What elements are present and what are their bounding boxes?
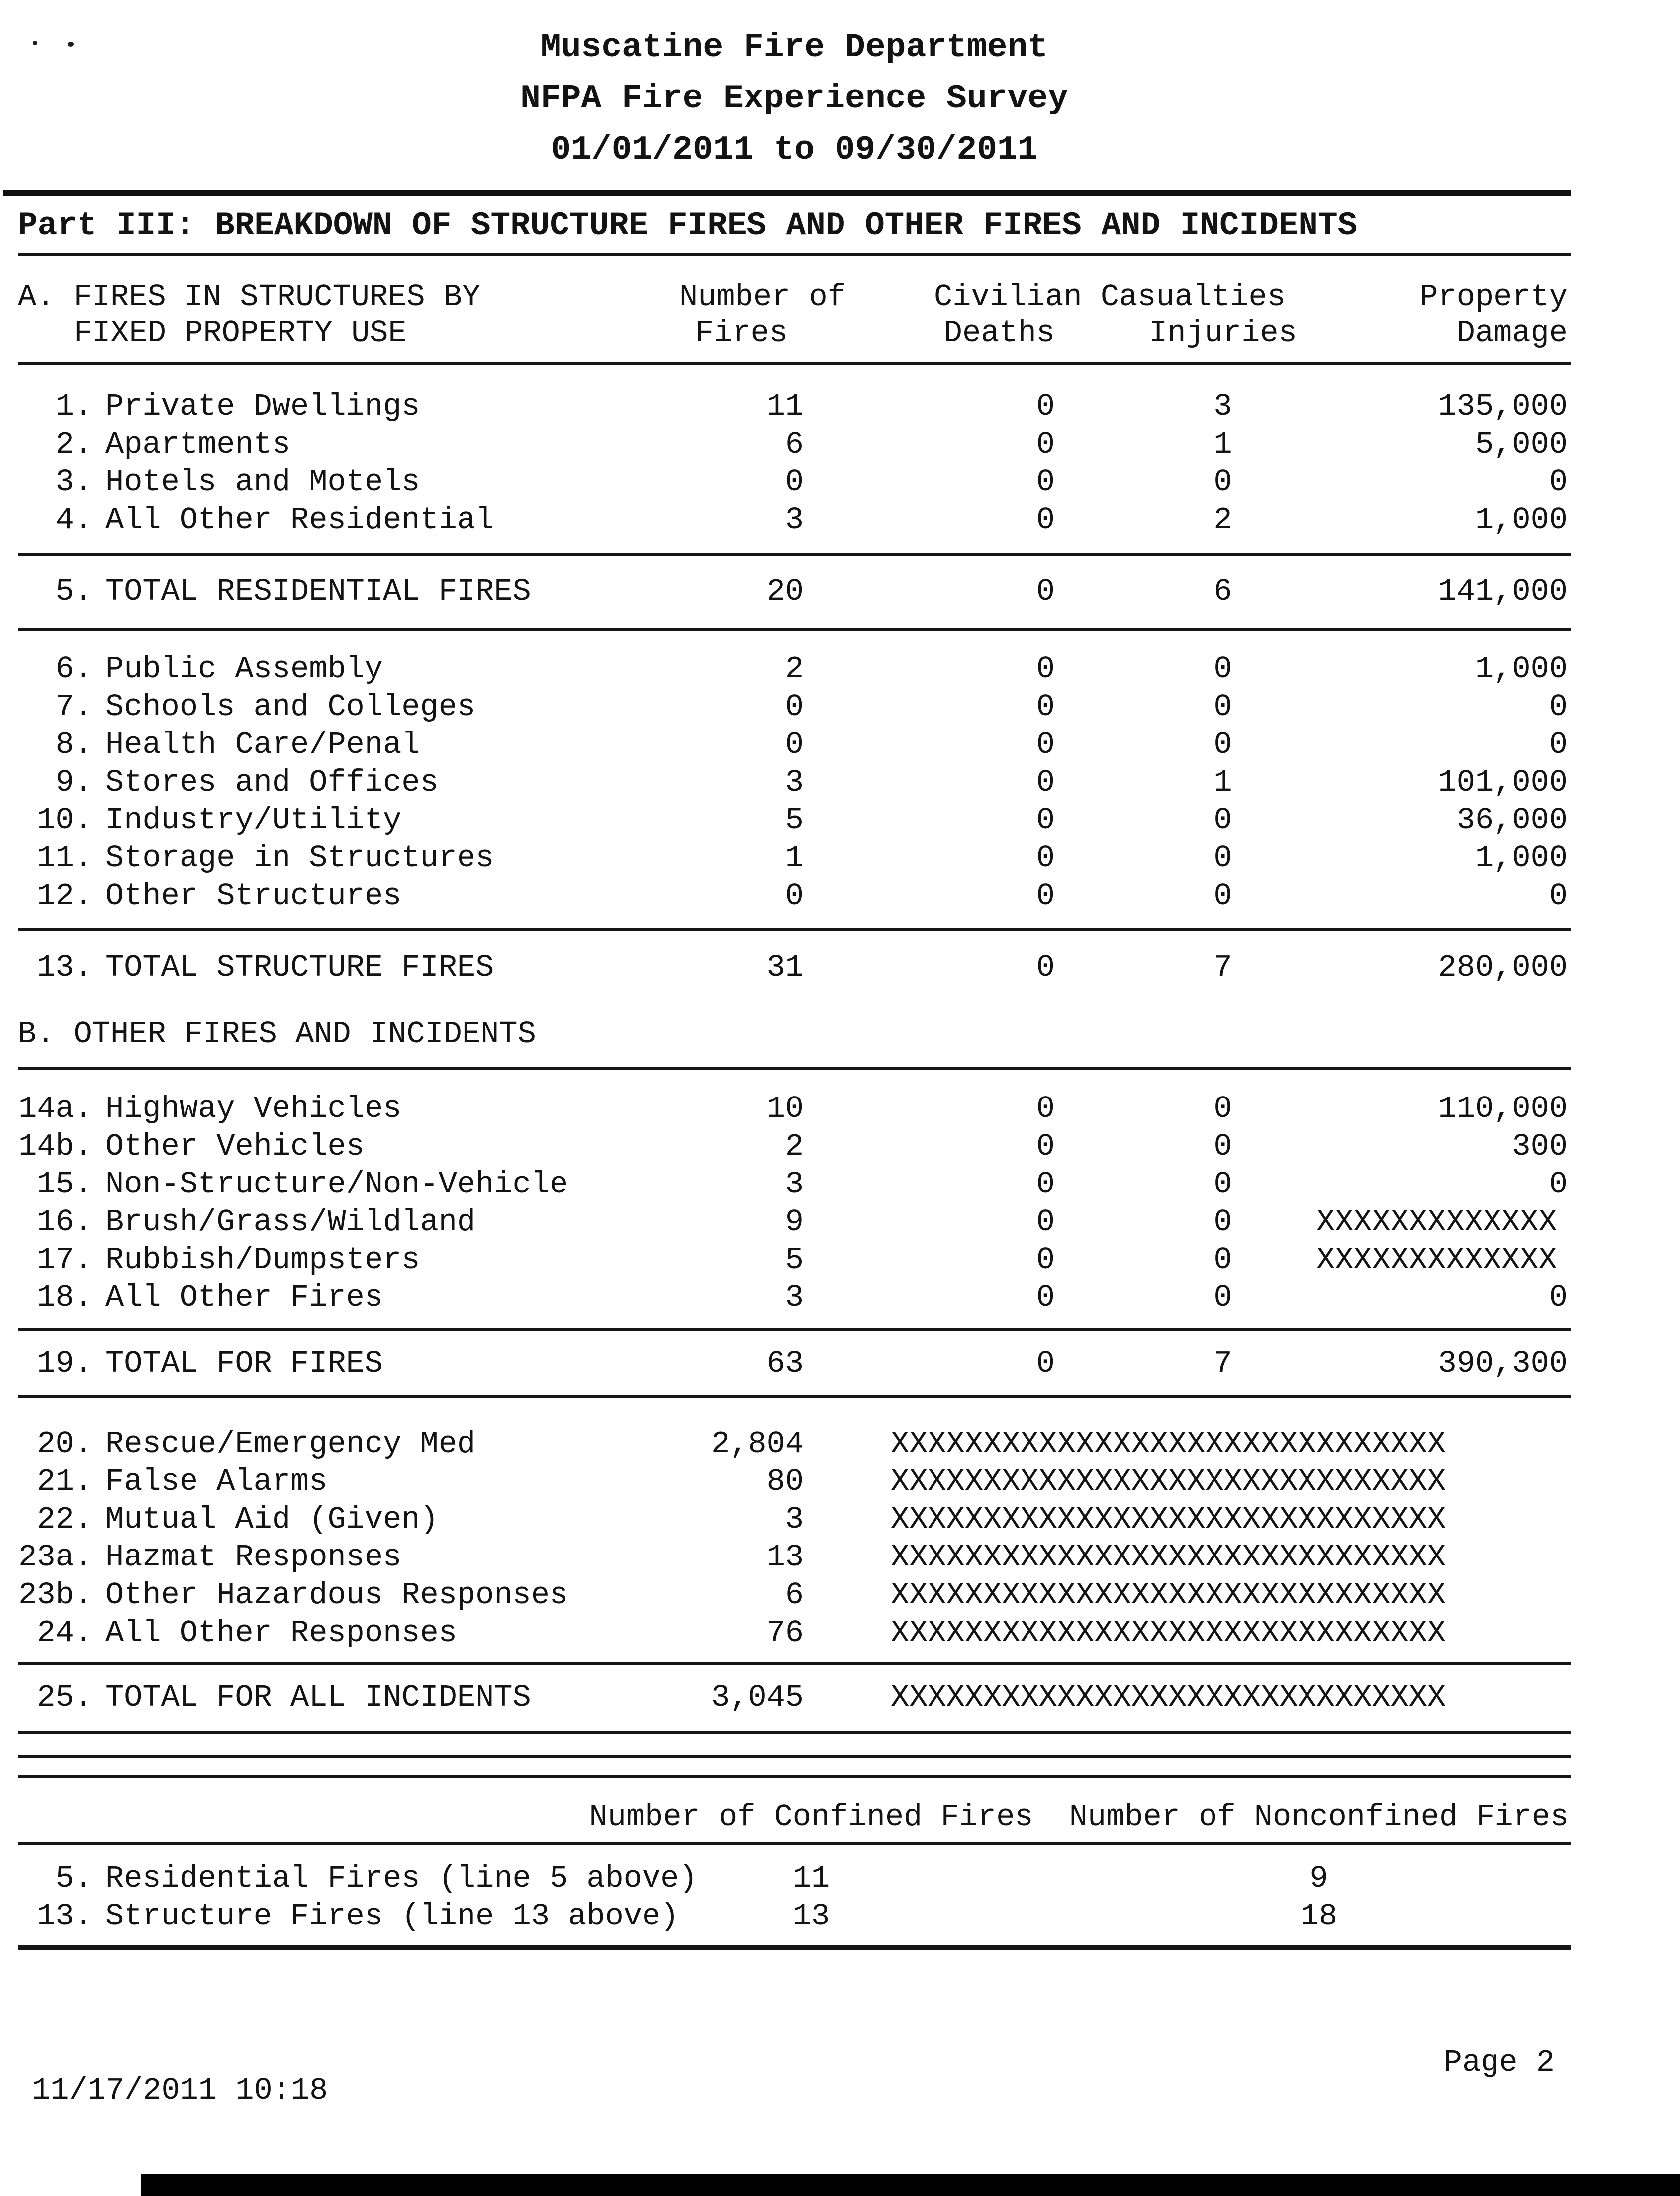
- row-number: 23a.: [18, 1540, 93, 1575]
- cell-number-of-fires: 3: [785, 765, 804, 800]
- cell-property-damage: 0: [1549, 1280, 1568, 1315]
- row-label: Structure Fires (line 13 above): [105, 1899, 679, 1934]
- column-header-confined-fires: Number of Confined Fires: [589, 1799, 1033, 1834]
- cell-property-damage: 1,000: [1475, 840, 1568, 876]
- cell-civilian-injuries: 0: [1213, 1091, 1232, 1126]
- part-iii-heading: Part III: BREAKDOWN OF STRUCTURE FIRES AND OTHER FIRES AND INCIDENTS: [18, 207, 1358, 244]
- table-row: [18, 1128, 1571, 1166]
- report-header: [18, 22, 1571, 176]
- row-label: TOTAL FOR ALL INCIDENTS: [105, 1680, 531, 1715]
- cell-number-of-fires: 31: [766, 950, 804, 985]
- row-label: Rubbish/Dumpsters: [105, 1242, 420, 1278]
- report-date-range: 01/01/2011 to 09/30/2011: [551, 131, 1038, 169]
- cell-property-damage: 0: [1549, 689, 1568, 725]
- cell-civilian-injuries: 0: [1213, 464, 1232, 500]
- confined-table-header-row: [18, 1798, 1571, 1836]
- cell-incident-count: 2,804: [711, 1426, 804, 1462]
- row-label: Hotels and Motels: [105, 464, 420, 500]
- table-row: [18, 388, 1571, 426]
- row-number: 24.: [37, 1615, 93, 1650]
- cell-nonconfined-fires: 9: [1309, 1861, 1328, 1896]
- section-b-fire-rows: [18, 1090, 1571, 1317]
- cell-civilian-deaths: 0: [1036, 574, 1055, 609]
- cell-civilian-injuries: 0: [1213, 840, 1232, 876]
- cell-civilian-deaths: 0: [1036, 765, 1055, 800]
- column-header-number-of-fires: Number of Fires: [679, 279, 846, 351]
- cell-civilian-injuries: 0: [1213, 727, 1232, 762]
- cell-number-of-fires: 5: [785, 1242, 804, 1278]
- cell-property-damage-masked: XXXXXXXXXXXXX: [1316, 1242, 1557, 1278]
- table-row: [18, 1898, 1571, 1935]
- row-number: 1.: [55, 389, 93, 424]
- print-timestamp: 11/17/2011 10:18: [32, 2073, 328, 2108]
- cell-civilian-deaths: 0: [1036, 1091, 1055, 1126]
- table-row: [18, 1090, 1571, 1128]
- row-label: Industry/Utility: [105, 803, 402, 838]
- table-row: [18, 1425, 1571, 1463]
- row-label: TOTAL FOR FIRES: [105, 1346, 383, 1381]
- row-number: 22.: [37, 1502, 93, 1537]
- cell-number-of-fires: 1: [785, 840, 804, 876]
- cell-civilian-deaths: 0: [1036, 1346, 1055, 1381]
- cell-property-damage: 0: [1549, 464, 1568, 500]
- cell-civilian-deaths: 0: [1036, 727, 1055, 762]
- cell-incident-count: 6: [785, 1577, 804, 1613]
- cell-number-of-fires: 0: [785, 727, 804, 762]
- row-number: 14a.: [18, 1091, 93, 1126]
- table-row: [18, 802, 1571, 839]
- table-row: [18, 1576, 1571, 1614]
- row-label: All Other Residential: [105, 502, 494, 538]
- row-number: 13.: [37, 1899, 93, 1934]
- cell-property-damage: 0: [1549, 727, 1568, 762]
- row-label: TOTAL STRUCTURE FIRES: [105, 950, 494, 985]
- cell-number-of-fires: 3: [785, 1167, 804, 1202]
- table-row: [18, 1279, 1571, 1317]
- column-header-injuries: Injuries: [1149, 315, 1297, 351]
- cell-civilian-deaths: 0: [1036, 1280, 1055, 1315]
- cell-civilian-deaths: 0: [1036, 389, 1055, 424]
- total-row-fires: [18, 1345, 1571, 1382]
- cell-confined-fires: 13: [792, 1899, 830, 1934]
- scan-speck: [68, 42, 74, 47]
- cell-property-damage: 101,000: [1438, 765, 1568, 800]
- cell-civilian-injuries: 7: [1213, 1346, 1232, 1381]
- cell-not-applicable-mask: XXXXXXXXXXXXXXXXXXXXXXXXXXXXXX: [891, 1426, 1446, 1462]
- cell-civilian-deaths: 0: [1036, 1204, 1055, 1240]
- document-title: Muscatine Fire Department: [540, 28, 1048, 67]
- cell-not-applicable-mask: XXXXXXXXXXXXXXXXXXXXXXXXXXXXXX: [891, 1540, 1446, 1575]
- cell-not-applicable-mask: XXXXXXXXXXXXXXXXXXXXXXXXXXXXXX: [891, 1680, 1446, 1715]
- cell-number-of-fires: 2: [785, 1129, 804, 1164]
- row-number: 5.: [55, 1861, 93, 1896]
- row-label: False Alarms: [105, 1464, 328, 1499]
- table-row: [18, 764, 1571, 802]
- table-row: [18, 501, 1571, 539]
- table-row: [18, 1501, 1571, 1539]
- column-header-nonconfined-fires: Number of Nonconfined Fires: [1069, 1799, 1569, 1834]
- row-label: Stores and Offices: [105, 765, 439, 800]
- cell-property-damage: 280,000: [1438, 950, 1568, 985]
- row-label: Rescue/Emergency Med: [105, 1426, 476, 1462]
- row-label: All Other Fires: [105, 1280, 383, 1315]
- row-label: Public Assembly: [105, 651, 383, 687]
- cell-civilian-injuries: 2: [1213, 502, 1232, 538]
- row-number: 25.: [37, 1680, 93, 1715]
- page-number: Page 2: [1443, 2045, 1555, 2080]
- cell-civilian-injuries: 7: [1213, 950, 1232, 985]
- row-number: 6.: [55, 651, 93, 687]
- cell-number-of-fires: 9: [785, 1204, 804, 1240]
- row-label: Private Dwellings: [105, 389, 420, 424]
- row-number: 20.: [37, 1426, 93, 1462]
- row-label: Hazmat Responses: [105, 1540, 402, 1575]
- cell-incident-count: 80: [766, 1464, 804, 1499]
- cell-number-of-fires: 63: [766, 1346, 804, 1381]
- cell-number-of-fires: 2: [785, 651, 804, 687]
- cell-civilian-injuries: 0: [1213, 878, 1232, 914]
- cell-civilian-deaths: 0: [1036, 950, 1055, 985]
- row-label: Highway Vehicles: [105, 1091, 402, 1126]
- cell-civilian-injuries: 0: [1213, 1204, 1232, 1240]
- cell-civilian-injuries: 0: [1213, 1242, 1232, 1278]
- table-row: [18, 1614, 1571, 1652]
- cell-number-of-fires: 0: [785, 878, 804, 914]
- row-number: 11.: [37, 840, 93, 876]
- cell-property-damage: 390,300: [1438, 1346, 1568, 1381]
- row-label: Health Care/Penal: [105, 727, 420, 762]
- row-number: 5.: [55, 574, 93, 609]
- section-b-heading: B. OTHER FIRES AND INCIDENTS: [18, 1016, 536, 1052]
- row-label: Non-Structure/Non-Vehicle: [105, 1167, 568, 1202]
- cell-number-of-fires: 0: [785, 464, 804, 500]
- cell-property-damage: 135,000: [1438, 389, 1568, 424]
- row-number: 3.: [55, 464, 93, 500]
- column-header-civilian-casualties: Civilian Casualties Deaths Injuries: [804, 279, 1316, 351]
- table-row: [18, 839, 1571, 877]
- cell-confined-fires: 11: [792, 1861, 830, 1896]
- section-b-incident-rows: [18, 1425, 1571, 1652]
- document-subtitle: NFPA Fire Experience Survey: [520, 80, 1068, 118]
- cell-not-applicable-mask: XXXXXXXXXXXXXXXXXXXXXXXXXXXXXX: [891, 1464, 1446, 1499]
- row-number: 12.: [37, 878, 93, 914]
- row-number: 4.: [55, 502, 93, 538]
- cell-not-applicable-mask: XXXXXXXXXXXXXXXXXXXXXXXXXXXXXX: [891, 1615, 1446, 1650]
- row-number: 16.: [37, 1204, 93, 1240]
- total-row-residential: [18, 573, 1571, 611]
- horizontal-rule: [3, 190, 1571, 196]
- cell-civilian-deaths: 0: [1036, 1167, 1055, 1202]
- column-header-property-use: A. FIRES IN STRUCTURES BY FIXED PROPERTY USE: [18, 279, 481, 351]
- row-label: Schools and Colleges: [105, 689, 476, 725]
- cell-nonconfined-fires: 18: [1300, 1899, 1338, 1934]
- cell-civilian-deaths: 0: [1036, 1242, 1055, 1278]
- cell-number-of-fires: 3: [785, 1280, 804, 1315]
- cell-civilian-injuries: 0: [1213, 651, 1232, 687]
- cell-civilian-deaths: 0: [1036, 651, 1055, 687]
- scan-speck: [33, 41, 37, 45]
- total-row-all-incidents: [18, 1679, 1571, 1717]
- table-row: [18, 1463, 1571, 1501]
- cell-number-of-fires: 3: [785, 502, 804, 538]
- row-label: Other Structures: [105, 878, 402, 914]
- table-row: [18, 1539, 1571, 1576]
- row-number: 23b.: [18, 1577, 93, 1613]
- row-label: Residential Fires (line 5 above): [105, 1861, 698, 1896]
- row-number: 15.: [37, 1167, 93, 1202]
- cell-property-damage: 0: [1549, 878, 1568, 914]
- table-row: [18, 726, 1571, 764]
- cell-property-damage: 110,000: [1438, 1091, 1568, 1126]
- row-label: Brush/Grass/Wildland: [105, 1204, 476, 1240]
- table-row: [18, 1203, 1571, 1241]
- cell-number-of-fires: 0: [785, 689, 804, 725]
- cell-civilian-injuries: 0: [1213, 803, 1232, 838]
- table-row: [18, 877, 1571, 915]
- row-number: 21.: [37, 1464, 93, 1499]
- cell-number-of-fires: 10: [766, 1091, 804, 1126]
- cell-incident-count: 3,045: [711, 1680, 804, 1715]
- cell-number-of-fires: 5: [785, 803, 804, 838]
- cell-property-damage: 141,000: [1438, 574, 1568, 609]
- cell-property-damage: 5,000: [1475, 427, 1568, 462]
- row-label: Apartments: [105, 427, 291, 462]
- section-a-residential-rows: [18, 388, 1571, 539]
- section-a-nonresidential-rows: [18, 650, 1571, 915]
- scan-artifact-bar: [141, 2174, 1680, 2196]
- cell-civilian-deaths: 0: [1036, 502, 1055, 538]
- row-number: 8.: [55, 727, 93, 762]
- cell-civilian-injuries: 0: [1213, 689, 1232, 725]
- cell-civilian-deaths: 0: [1036, 1129, 1055, 1164]
- section-a-header-row: [18, 279, 1571, 351]
- table-row: [18, 1860, 1571, 1898]
- row-label: Mutual Aid (Given): [105, 1502, 439, 1537]
- cell-property-damage: 1,000: [1475, 651, 1568, 687]
- column-header-deaths: Deaths: [943, 315, 1055, 351]
- row-number: 13.: [37, 950, 93, 985]
- cell-property-damage-masked: XXXXXXXXXXXXX: [1316, 1204, 1557, 1240]
- cell-civilian-injuries: 1: [1213, 427, 1232, 462]
- cell-property-damage: 300: [1512, 1129, 1568, 1164]
- cell-civilian-deaths: 0: [1036, 803, 1055, 838]
- total-row-structure-fires: [18, 949, 1571, 987]
- row-number: 17.: [37, 1242, 93, 1278]
- row-number: 10.: [37, 803, 93, 838]
- cell-incident-count: 3: [785, 1502, 804, 1537]
- table-row: [18, 1166, 1571, 1203]
- cell-number-of-fires: 6: [785, 427, 804, 462]
- table-row: [18, 426, 1571, 463]
- table-row: [18, 650, 1571, 688]
- row-label: Other Hazardous Responses: [105, 1577, 568, 1613]
- row-number: 19.: [37, 1346, 93, 1381]
- row-number: 14b.: [18, 1129, 93, 1164]
- cell-civilian-deaths: 0: [1036, 878, 1055, 914]
- cell-not-applicable-mask: XXXXXXXXXXXXXXXXXXXXXXXXXXXXXX: [891, 1502, 1446, 1537]
- cell-civilian-deaths: 0: [1036, 840, 1055, 876]
- cell-civilian-injuries: 0: [1213, 1280, 1232, 1315]
- cell-civilian-injuries: 1: [1213, 765, 1232, 800]
- cell-property-damage: 0: [1549, 1167, 1568, 1202]
- row-number: 2.: [55, 427, 93, 462]
- cell-civilian-deaths: 0: [1036, 427, 1055, 462]
- row-label: Storage in Structures: [105, 840, 494, 876]
- cell-property-damage: 1,000: [1475, 502, 1568, 538]
- cell-civilian-injuries: 3: [1213, 389, 1232, 424]
- cell-civilian-injuries: 6: [1213, 574, 1232, 609]
- row-number: 9.: [55, 765, 93, 800]
- column-header-property-damage: Property Damage: [1419, 279, 1568, 351]
- row-label: TOTAL RESIDENTIAL FIRES: [105, 574, 531, 609]
- table-row: [18, 463, 1571, 501]
- cell-civilian-deaths: 0: [1036, 689, 1055, 725]
- cell-number-of-fires: 20: [766, 574, 804, 609]
- cell-civilian-deaths: 0: [1036, 464, 1055, 500]
- cell-civilian-injuries: 0: [1213, 1167, 1232, 1202]
- cell-number-of-fires: 11: [766, 389, 804, 424]
- cell-civilian-injuries: 0: [1213, 1129, 1232, 1164]
- cell-incident-count: 76: [766, 1615, 804, 1650]
- cell-incident-count: 13: [766, 1540, 804, 1575]
- row-label: Other Vehicles: [105, 1129, 365, 1164]
- horizontal-rule: [18, 1945, 1571, 1950]
- cell-not-applicable-mask: XXXXXXXXXXXXXXXXXXXXXXXXXXXXXX: [891, 1577, 1446, 1613]
- table-row: [18, 688, 1571, 726]
- row-number: 18.: [37, 1280, 93, 1315]
- row-label: All Other Responses: [105, 1615, 457, 1650]
- cell-property-damage: 36,000: [1456, 803, 1568, 838]
- table-row: [18, 1241, 1571, 1279]
- row-number: 7.: [55, 689, 93, 725]
